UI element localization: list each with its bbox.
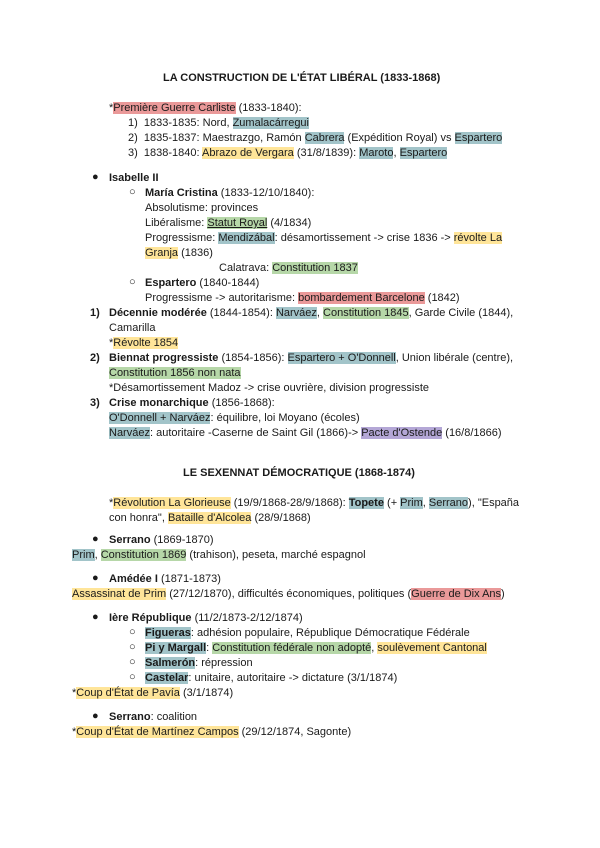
- mc-progressism: Progressisme: Mendizábal: désamortissement -> crise 1836 -> révolte La: [145, 232, 503, 244]
- amedee-line: Assassinat de Prim (27/12/1870), difficultés économiques, politiques (Guerre de Dix Ans): [72, 588, 505, 600]
- crisis-line-2: Narváez: autoritaire -Caserne de Saint Gil (1866)-> Pacte d'Ostende (16/8/1866): [109, 427, 502, 439]
- mc-absolutism: Absolutisme: provinces: [145, 202, 259, 214]
- republic-castelar: Castelar: unitaire, autoritaire -> dictature (3/1/1874): [145, 672, 398, 684]
- maria-cristina-heading: María Cristina (1833-12/10/1840):: [145, 187, 315, 199]
- section-title-sexennat: LE SEXENNAT DÉMOCRATIQUE (1868-1874): [183, 467, 415, 479]
- espartero-line: Progressisme -> autoritarisme: bombardement Barcelone (1842): [145, 292, 460, 304]
- mc-progressism-cont: Granja (1836): [145, 247, 213, 259]
- bullet-circle-icon: ○: [129, 186, 136, 198]
- glorious-revolution-cont: con honra", Bataille d'Alcolea (28/9/1868): [109, 512, 311, 524]
- mc-calatrava: Calatrava: Constitution 1837: [219, 262, 358, 274]
- decade-moderate-num: 1): [90, 307, 100, 319]
- revolt-1854: *Révolte 1854: [109, 337, 179, 349]
- espartero-heading: Espartero (1840-1844): [145, 277, 260, 289]
- decade-moderate-heading: Décennie modérée (1844-1854): Narváez, Constitution 1845, Garde Civile (1844),: [109, 307, 514, 319]
- serrano-line: Prim, Constitution 1869 (trahison), peseta, marché espagnol: [72, 549, 366, 561]
- biennat-madoz: *Désamortissement Madoz -> crise ouvrière, division progressiste: [109, 382, 430, 394]
- crisis-num: 3): [90, 397, 100, 409]
- bullet-circle-icon: ○: [129, 626, 136, 638]
- carlist-war-name: Première Guerre Carliste: [113, 102, 236, 114]
- carlist-item-3: 3) 1838-1840: Abrazo de Vergara (31/8/1839): Maroto, Espartero: [128, 147, 448, 159]
- bullet-circle-icon: ○: [129, 641, 136, 653]
- crisis-heading: Crise monarchique (1856-1868):: [109, 397, 275, 409]
- biennat-heading: Biennat progressiste (1854-1856): Espartero + O'Donnell, Union libérale (centre),: [109, 352, 514, 364]
- serrano-heading: Serrano (1869-1870): [109, 534, 214, 546]
- bullet-disc-icon: ●: [92, 533, 99, 545]
- carlist-war-heading: *Première Guerre Carliste (1833-1840):: [109, 102, 302, 114]
- republic-pi-y-margall: Pi y Margall: Constitution fédérale non adopté, soulèvement Cantonal: [145, 642, 487, 654]
- bullet-disc-icon: ●: [92, 710, 99, 722]
- bullet-disc-icon: ●: [92, 611, 99, 623]
- coup-pavia: *Coup d'État de Pavía (3/1/1874): [72, 687, 234, 699]
- carlist-item-1: 1) 1833-1835: Nord, Zumalacárregui: [128, 117, 309, 129]
- isabelle-heading: Isabelle II: [109, 172, 159, 184]
- mc-liberalism: Libéralisme: Statut Royal (4/1834): [145, 217, 312, 229]
- decade-moderate-camarilla: Camarilla: [109, 322, 156, 334]
- biennat-num: 2): [90, 352, 100, 364]
- biennat-constitution: Constitution 1856 non nata: [109, 367, 241, 379]
- glorious-revolution: *Révolution La Glorieuse (19/9/1868-28/9/1868): Topete (+ Prim, Serrano), "España: [109, 497, 520, 509]
- republic-figueras: Figueras: adhésion populaire, République Démocratique Fédérale: [145, 627, 470, 639]
- amedee-heading: Amédée I (1871-1873): [109, 573, 221, 585]
- carlist-item-2: 2) 1835-1837: Maestrazgo, Ramón Cabrera (Expédition Royal) vs Espartero: [128, 132, 503, 144]
- republic-salmeron: Salmerón: répression: [145, 657, 253, 669]
- serrano-coalition: Serrano: coalition: [109, 711, 198, 723]
- bullet-circle-icon: ○: [129, 656, 136, 668]
- republic-heading: Ière République (11/2/1873-2/12/1874): [109, 612, 303, 624]
- bullet-circle-icon: ○: [129, 671, 136, 683]
- bullet-disc-icon: ●: [92, 171, 99, 183]
- bullet-circle-icon: ○: [129, 276, 136, 288]
- crisis-line-1: O'Donnell + Narváez: équilibre, loi Moyano (écoles): [109, 412, 360, 424]
- coup-martinez-campos: *Coup d'État de Martínez Campos (29/12/1874, Sagonte): [72, 726, 352, 738]
- bullet-disc-icon: ●: [92, 572, 99, 584]
- section-title-liberal-state: LA CONSTRUCTION DE L'ÉTAT LIBÉRAL (1833-1868): [163, 72, 441, 84]
